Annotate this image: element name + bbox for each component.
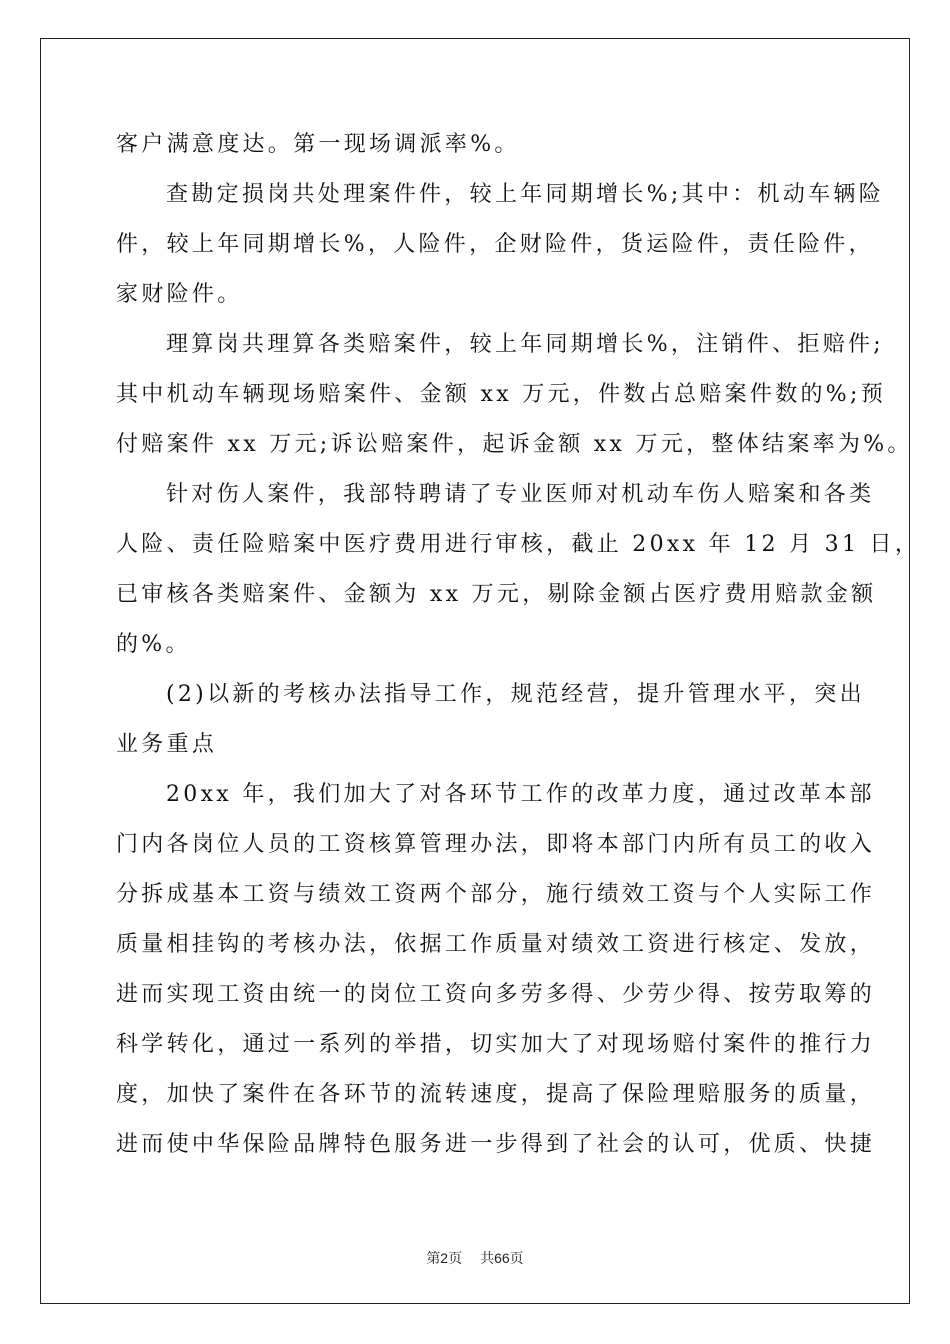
current-page-label: 第2页 — [426, 1250, 463, 1266]
text-line: (2)以新的考核办法指导工作，规范经营，提升管理水平，突出 — [166, 682, 865, 707]
text-line: 理算岗共理算各类赔案件，较上年同期增长%，注销件、拒赔件; — [166, 332, 885, 357]
text-line: 20xx 年，我们加大了对各环节工作的改革力度，通过改革本部 — [166, 782, 875, 807]
text-line: 门内各岗位人员的工资核算管理办法，即将本部门内所有员工的收入 — [116, 832, 876, 857]
page-footer — [0, 1248, 950, 1268]
text-line: 分拆成基本工资与绩效工资两个部分，施行绩效工资与个人实际工作 — [116, 882, 876, 907]
text-line: 家财险件。 — [116, 282, 243, 307]
text-line: 进而使中华保险品牌特色服务进一步得到了社会的认可，优质、快捷 — [116, 1132, 876, 1157]
text-line: 已审核各类赔案件、金额为 xx 万元，剔除金额占医疗费用赔款金额 — [116, 582, 877, 607]
text-line: 客户满意度达。第一现场调派率%。 — [116, 132, 520, 157]
text-line: 度，加快了案件在各环节的流转速度，提高了保险理赔服务的质量， — [116, 1082, 876, 1107]
text-line: 进而实现工资由统一的岗位工资向多劳多得、少劳少得、按劳取筹的 — [116, 982, 876, 1007]
text-line: 针对伤人案件，我部特聘请了专业医师对机动车伤人赔案和各类 — [166, 482, 875, 507]
text-line: 业务重点 — [116, 732, 218, 757]
text-line: 件，较上年同期增长%，人险件，企财险件，货运险件，责任险件， — [116, 232, 874, 257]
text-line: 科学转化，通过一系列的举措，切实加大了对现场赔付案件的推行力 — [116, 1032, 876, 1057]
document-body — [116, 130, 921, 1180]
text-line: 质量相挂钩的考核办法，依据工作质量对绩效工资进行核定、发放， — [116, 932, 876, 957]
text-line: 付赔案件 xx 万元;诉讼赔案件，起诉金额 xx 万元，整体结案率为%。 — [116, 432, 913, 457]
text-line: 查勘定损岗共处理案件件，较上年同期增长%;其中：机动车辆险 — [166, 182, 885, 207]
text-line: 其中机动车辆现场赔案件、金额 xx 万元，件数占总赔案件数的%;预 — [116, 382, 887, 407]
text-line: 人险、责任险赔案中医疗费用进行审核，截止 20xx 年 12 月 31 日， — [116, 532, 921, 557]
text-line: 的%。 — [116, 632, 191, 657]
total-pages-label: 共66页 — [480, 1250, 524, 1266]
